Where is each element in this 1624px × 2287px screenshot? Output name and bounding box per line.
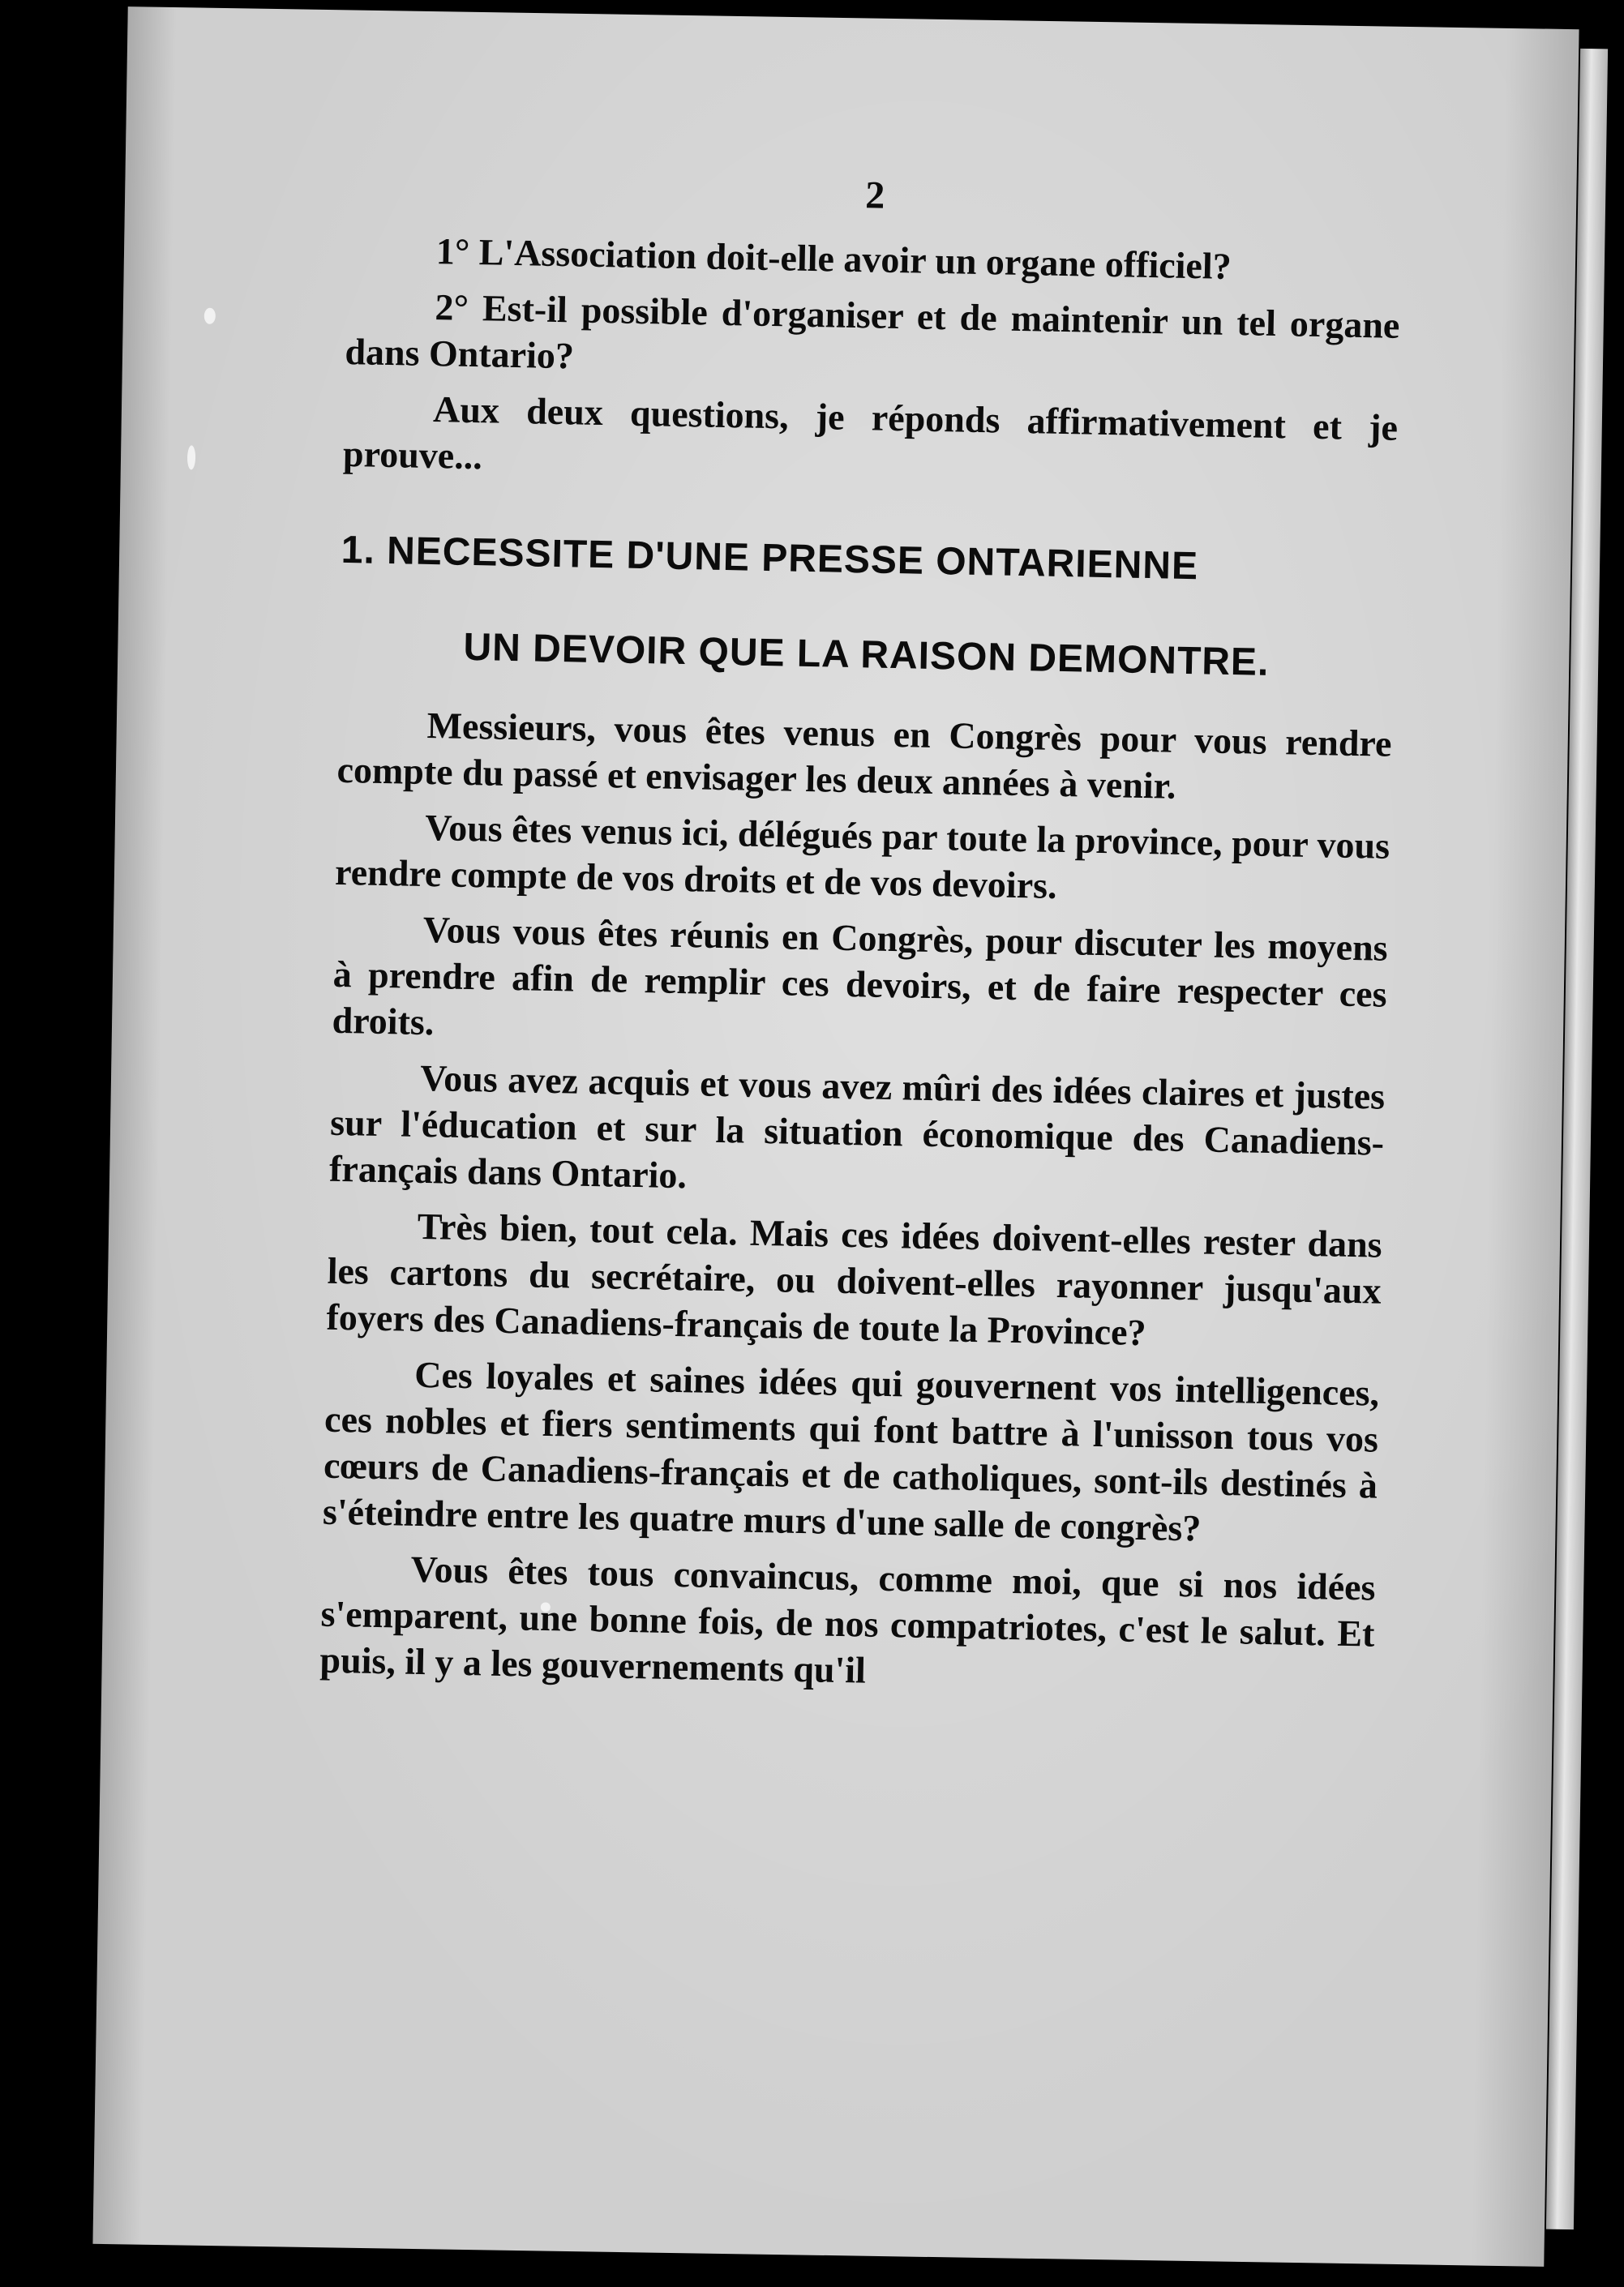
paragraph-question-2: 2° Est-il possible d'organiser et de maintenir un tel organe dans Ontario? bbox=[345, 286, 1400, 377]
paragraph-body-5: Très bien, tout cela. Mais ces idées doivent-elles rester dans les cartons du secrétaire, ou doivent-elles rayonner jusqu'aux foyers des Canadiens-français de toute la Province? bbox=[326, 1205, 1383, 1354]
page-number: 2 bbox=[864, 173, 885, 217]
section-heading: 1. NECESSITE D'UNE PRESSE ONTARIENNE bbox=[341, 528, 1199, 589]
scan-speck bbox=[187, 445, 195, 469]
scan-speck bbox=[204, 308, 216, 324]
paragraph-body-7: Vous êtes tous convaincus, comme moi, que si nos idées s'emparent, une bonne fois, de nos compatriotes, c'est le salut. Et puis, il y a les gouvernements qu'il bbox=[319, 1548, 1376, 1691]
paragraph-answer: Aux deux questions, je réponds affirmativement et je prouve... bbox=[342, 388, 1399, 478]
paragraph-body-4: Vous avez acquis et vous avez mûri des idées claires et justes sur l'éducation et sur la situation économique des Canadiens-français dans Ontario. bbox=[328, 1056, 1386, 1197]
paragraph-body-2: Vous êtes venus ici, délégués par toute la province, pour vous rendre compte de vos droits et de vos devoirs. bbox=[334, 806, 1390, 906]
section-subheading: UN DEVOIR QUE LA RAISON DEMONTRE. bbox=[463, 625, 1270, 684]
paragraph-body-6: Ces loyales et saines idées qui gouvernent vos intelligences, ces nobles et fiers sentiments qui font battre à l'unisson tous vos cœurs de Canadiens-français et de catholiques, sont-ils destinés à s'éteindre entre les quatre murs d'une salle de congrès? bbox=[322, 1353, 1380, 1549]
paragraph-body-1: Messieurs, vous êtes venus en Congrès pour vous rendre compte du passé et envisager les deux années à venir. bbox=[336, 704, 1392, 807]
paragraph-question-1: 1° L'Association doit-elle avoir un organe officiel? bbox=[435, 230, 1232, 287]
paragraph-body-3: Vous vous êtes réunis en Congrès, pour discuter les moyens à prendre afin de remplir ces devoirs, et de faire respecter ces droits. bbox=[332, 908, 1389, 1043]
page-text bbox=[319, 162, 1403, 1713]
